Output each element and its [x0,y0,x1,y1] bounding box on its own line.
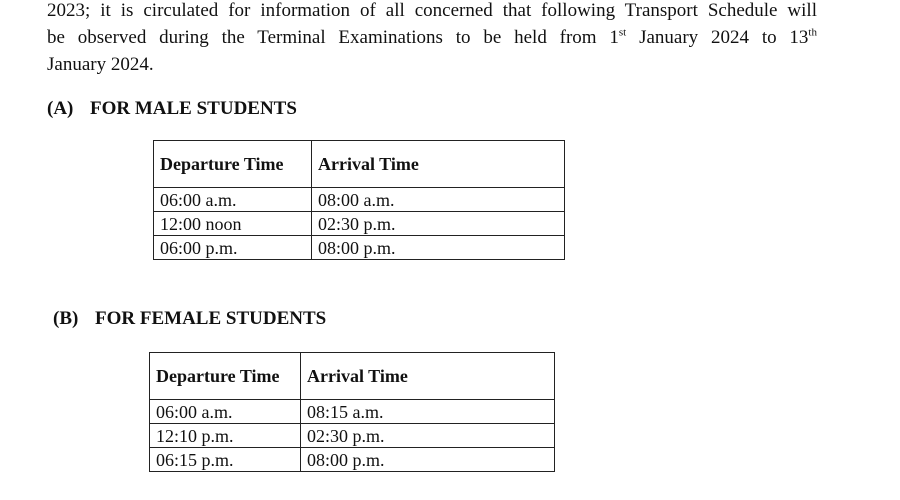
notice-line-2-start: be observed during the Terminal Examinations to be held from 1 [47,27,619,48]
column-header-departure: Departure Time [154,141,312,188]
notice-line-1: 2023; it is circulated for information of all concerned that following Transport Schedule will [47,0,817,21]
section-heading-male [47,98,297,120]
notice-line-2 [47,24,817,51]
section-label: (A) [47,98,74,119]
section-title: FOR MALE STUDENTS [90,98,297,119]
notice-line-2-middle: January 2024 to 13 [626,27,809,48]
table-row [154,236,565,260]
table-row [150,400,555,424]
table-header-row [154,141,565,188]
arrival-cell: 08:00 a.m. [312,188,565,212]
departure-cell: 06:00 p.m. [154,236,312,260]
column-header-arrival: Arrival Time [312,141,565,188]
column-header-arrival: Arrival Time [301,353,555,400]
table-row [150,424,555,448]
section-label: (B) [53,308,79,329]
arrival-cell: 08:00 p.m. [301,448,555,472]
departure-cell: 06:00 a.m. [154,188,312,212]
ordinal-suffix-st: st [618,26,627,39]
female-schedule-table [149,352,555,472]
ordinal-suffix-th: th [808,26,817,39]
table-row [154,212,565,236]
departure-cell: 06:15 p.m. [150,448,301,472]
section-title: FOR FEMALE STUDENTS [95,308,327,329]
male-schedule-table [153,140,565,260]
notice-line-3: January 2024. [47,54,154,75]
arrival-cell: 02:30 p.m. [301,424,555,448]
departure-cell: 12:10 p.m. [150,424,301,448]
table-row [154,188,565,212]
notice-paragraph [47,0,817,78]
departure-cell: 12:00 noon [154,212,312,236]
arrival-cell: 08:15 a.m. [301,400,555,424]
departure-cell: 06:00 a.m. [150,400,301,424]
column-header-departure: Departure Time [150,353,301,400]
table-row [150,448,555,472]
arrival-cell: 08:00 p.m. [312,236,565,260]
arrival-cell: 02:30 p.m. [312,212,565,236]
table-header-row [150,353,555,400]
section-heading-female [53,308,326,330]
